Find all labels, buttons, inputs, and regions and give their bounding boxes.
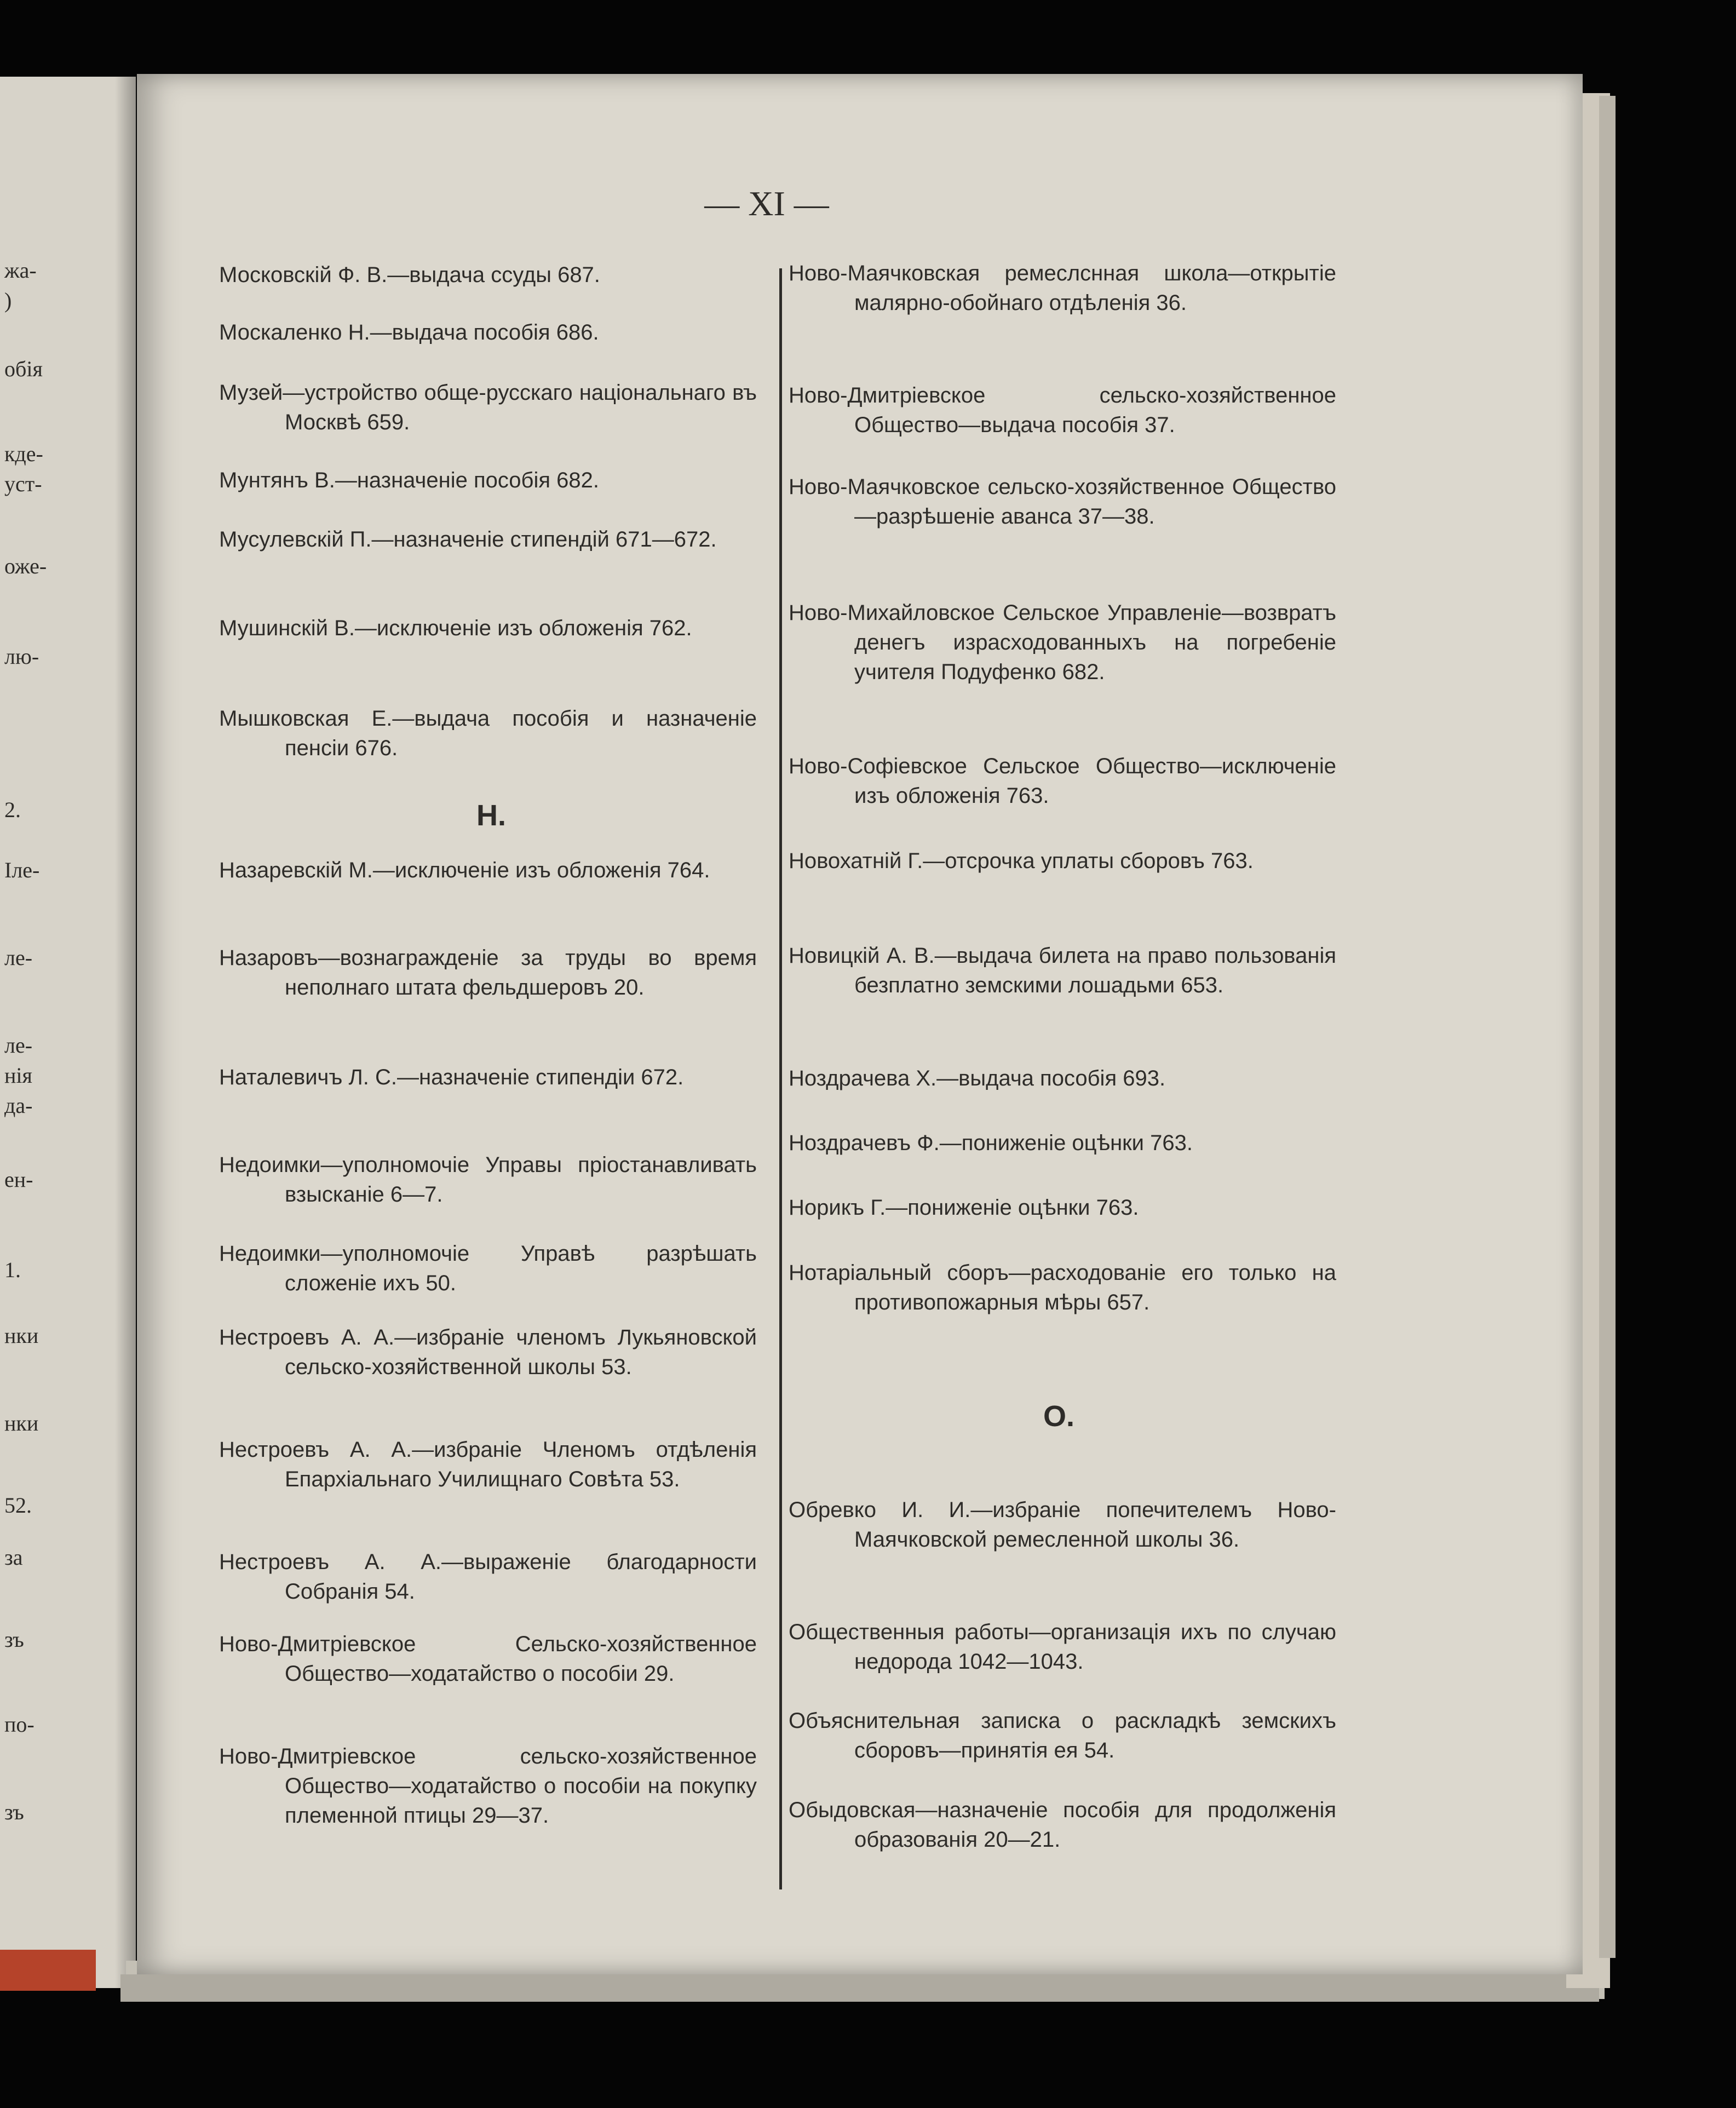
fragment-line: лю- [4,644,39,669]
index-entry: Нестроевъ А. А.—избраніе членомъ Лукьяновской сельско-хозяйственной школы 53. [219,1325,757,1379]
fragment-line: 2. [4,797,21,822]
index-entry: Недоимки—уполномочіе Управѣ разрѣшать сложеніе ихъ 50. [219,1242,757,1295]
index-entry: Нотаріальный сборъ—расходованіе его только на противопожарныя мѣры 657. [789,1261,1336,1314]
fragment-line: ) [4,288,12,313]
fragment-line: нки [4,1323,39,1348]
fragment-line: уст- [4,472,42,496]
fragment-line: обія [4,357,43,381]
fragment-line: ен- [4,1167,33,1192]
fragment-line: по- [4,1712,35,1737]
index-entry: Назаревскій М.—исключеніе изъ обложенія 764. [219,858,710,882]
index-entry: Недоимки—уполномочіе Управы пріостанавливать взысканіе 6—7. [219,1153,757,1207]
index-entry: Московскій Ф. В.—выдача ссуды 687. [219,263,600,287]
index-page [137,74,1583,1974]
index-entry: Ноздрачевъ Ф.—пониженіе оцѣнки 763. [789,1131,1193,1155]
fragment-line: нки [4,1411,39,1435]
index-entry: Мусулевскій П.—назначеніе стипендій 671—672. [219,527,717,552]
fragment-line: Іле- [4,858,40,882]
fragment-line: нія [4,1063,32,1088]
column-divider [779,268,782,1889]
index-entry: Ново-Маячковская ремеслснная школа—открытіе малярно-обойнаго отдѣленія 36. [789,261,1336,315]
fragment-line: 1. [4,1257,21,1282]
index-entry: Ново-Софіевское Сельское Общество—исключеніе изъ обложенія 763. [789,754,1336,808]
page-stack-edge-right [1599,96,1616,1958]
index-entry: Общественныя работы—организація ихъ по случаю недорода 1042—1043. [789,1620,1336,1674]
page-stack-edge [120,1974,1599,2002]
index-entry: Ноздрачева Х.—выдача пособія 693. [789,1066,1166,1090]
index-entry: Наталевичъ Л. С.—назначеніе стипендіи 672. [219,1065,684,1089]
index-entry: Нестроевъ А. А.—выраженіе благодарности Собранія 54. [219,1550,757,1604]
index-entry: Нестроевъ А. А.—избраніе Членомъ отдѣленія Епархіальнаго Училищнаго Совѣта 53. [219,1438,757,1491]
fragment-line: ле- [4,945,33,970]
index-entry: Объяснительная записка о раскладкѣ земскихъ сборовъ—принятія ея 54. [789,1709,1336,1762]
book-cover-edge [0,1950,96,1991]
index-entry: Новохатній Г.—отсрочка уплаты сборовъ 763. [789,849,1254,873]
section-letter: Н. [476,799,506,832]
fragment-line: зъ [4,1800,24,1824]
fragment-line: 52. [4,1493,32,1518]
fragment-line: да- [4,1093,33,1118]
fragment-line: кде- [4,441,43,466]
index-entry: Назаровъ—вознагражденіе за труды во время неполнаго штата фельдшеровъ 20. [219,946,757,1000]
index-entry: Мышковская Е.—выдача пособія и назначеніе пенсіи 676. [219,707,757,760]
index-entry: Новицкій А. В.—выдача билета на право пользованія безплатно земскими лошадьми 653. [789,944,1336,997]
section-letter: О. [1043,1400,1075,1433]
index-entry: Мушинскій В.—исключеніе изъ обложенія 762. [219,616,692,640]
index-entry: Музей—устройство обще-русскаго національнаго въ Москвѣ 659. [219,381,757,434]
index-entry: Ново-Дмитріевское сельско-хозяйственное Общество—выдача пособія 37. [789,383,1336,437]
index-entry: Мунтянъ В.—назначеніе пособія 682. [219,468,599,492]
index-entry: Обревко И. И.—избраніе попечителемъ Ново-Маячковской ремесленной школы 36. [789,1498,1336,1552]
index-entry: Ново-Дмитріевское Сельско-хозяйственное Общество—ходатайство о пособіи 29. [219,1632,757,1686]
index-entry: Ново-Дмитріевское сельско-хозяйственное Общество—ходатайство о пособіи на покупку племенной птицы 29—37. [219,1744,757,1828]
page-number: — XI — [704,184,829,223]
fragment-line: жа- [4,258,37,283]
index-entry: Норикъ Г.—пониженіе оцѣнки 763. [789,1196,1139,1220]
fragment-line: оже- [4,554,47,578]
fragment-line: зъ [4,1627,24,1652]
fragment-line: ле- [4,1033,33,1058]
index-entry: Обыдовская—назначеніе пособія для продолженія образованія 20—21. [789,1798,1336,1852]
index-entry: Ново-Михайловское Сельское Управленіе—возвратъ денегъ израсходованныхъ на погребеніе учителя Подуфенко 682. [789,601,1336,684]
fragment-line: за [4,1545,23,1570]
gutter-shadow [115,77,140,1988]
index-entry: Ново-Маячковское сельско-хозяйственное Общество—разрѣшеніе аванса 37—38. [789,475,1336,529]
index-entry: Москаленко Н.—выдача пособія 686. [219,320,599,344]
